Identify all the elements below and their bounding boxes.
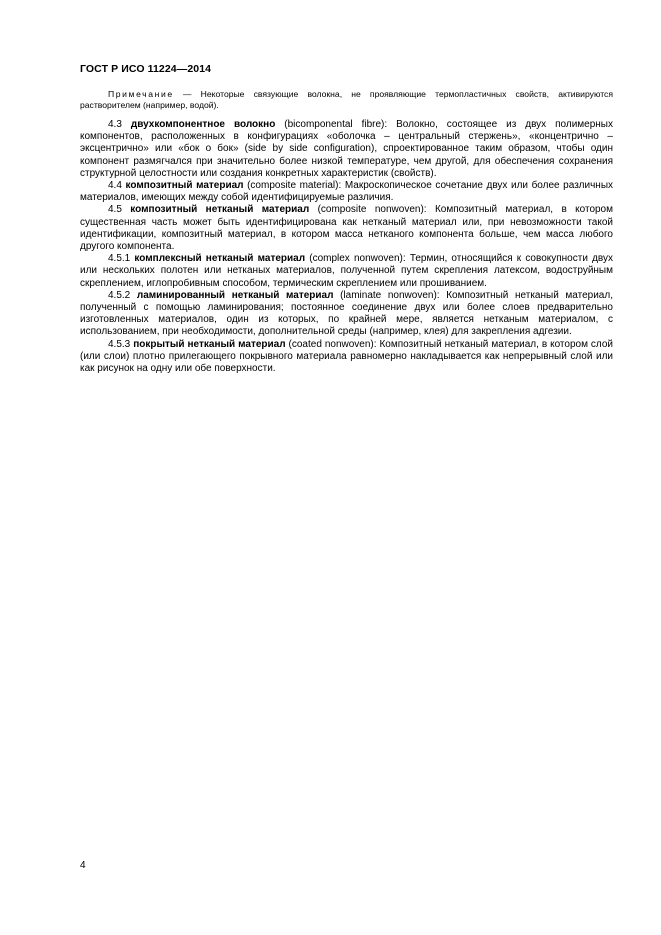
definition-4-5	[80, 204, 613, 253]
document-body	[80, 89, 613, 375]
definition-text: (coated nonwoven): Композитный нетканый материал, в котором слой (или слои) плотно прилегающего покрывного материала равномерно накладывается как непрерывный слой или как рисунок на одну или обе поверхности.	[80, 338, 613, 375]
note-text: — Некоторые связующие волокна, не проявляющие термопластичных свойств, активируются растворителем (например, водой).	[80, 89, 613, 110]
definition-text: (composite nonwoven): Композитный материал, в котором существенная часть может быть идентифицирована как нетканый материал или, при невозможности такой идентификации, композитный материал, в котором масса нетканого компонента больше, чем масса любого другого компонента.	[80, 204, 613, 253]
definition-4-3	[80, 119, 613, 180]
definition-text: (laminate nonwoven): Композитный нетканый материал, полученный с помощью ламинирования; постоянное соединение двух или более слоев предварительно изготовленных материалов, один из которых, по крайней мере, является нетканым материалом, с использованием, при необходимости, дополнительной среды (например, клея) для закрепления адгезии.	[80, 289, 613, 338]
term: композитный материал	[125, 180, 244, 192]
clause-number: 4.5	[108, 204, 131, 216]
term: покрытый нетканый материал	[133, 338, 286, 350]
definition-4-4	[80, 180, 613, 204]
definition-text: (bicomponental fibre): Волокно, состоящее из двух полимерных компонентов, расположенных в конфигурациях «оболочка – центральный стержень», «концентрично – эксцентрично» или «бок о бок» (side by side configuration), спроектированное таким образом, чтобы один компонент размягчался при значительно более низкой температуре, чем другой, для обеспечения сохранения структурной целостности или создания конкретных характеристик (свойств).	[80, 119, 613, 179]
document-header: ГОСТ Р ИСО 11224—2014	[80, 63, 212, 75]
definition-text: (composite material): Макроскопическое сочетание двух или более различных материалов, имеющих между собой идентифицируемые различия.	[80, 180, 614, 204]
page-number: 4	[80, 860, 86, 871]
note-label: Примечание	[108, 89, 174, 99]
clause-number: 4.5.3	[108, 338, 134, 350]
term: комплексный нетканый материал	[134, 253, 306, 265]
term: композитный нетканый материал	[130, 204, 310, 216]
definition-4-5-2	[80, 290, 613, 339]
clause-number: 4.5.2	[108, 289, 137, 301]
definition-4-5-3	[80, 339, 613, 376]
definition-4-5-1	[80, 253, 613, 290]
clause-number: 4.5.1	[108, 253, 135, 265]
term: ламинированный нетканый материал	[136, 289, 334, 301]
definition-text: (complex nonwoven): Термин, относящийся к совокупности двух или нескольких полотен или нетканых материалов, полученной путем скрепления латексом, водоструйным скреплением, иглопробивным способом, термическим скреплением или прошиванием.	[80, 253, 613, 289]
clause-number: 4.4	[108, 180, 126, 192]
term: двухкомпонентное волокно	[130, 119, 276, 130]
clause-number: 4.3	[108, 119, 131, 130]
note-paragraph	[80, 89, 613, 111]
